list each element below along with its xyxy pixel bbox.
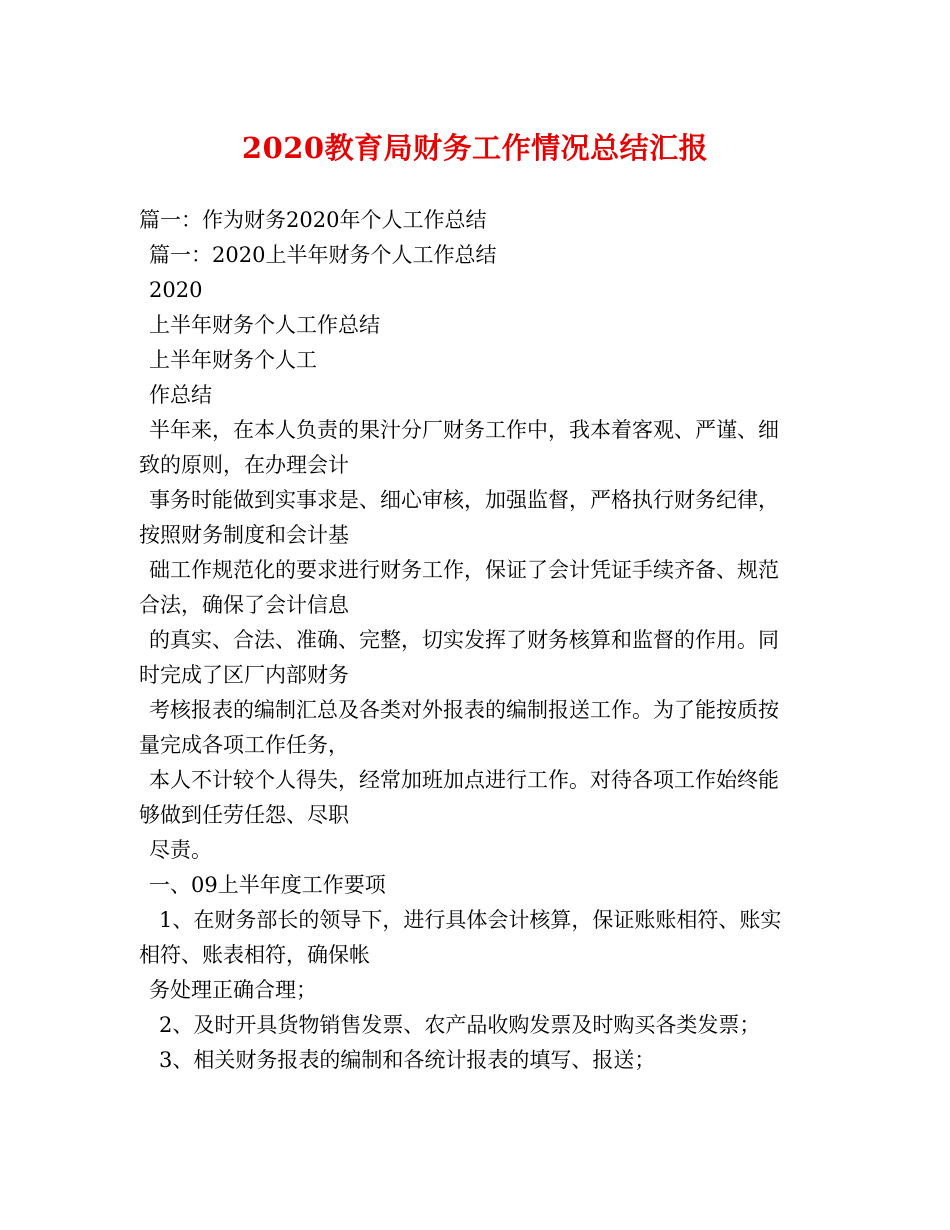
body-line: 2020 bbox=[149, 278, 203, 302]
document-body bbox=[139, 203, 819, 1078]
body-line: 本人不计较个人得失，经常加班加点进行工作。对待各项工作始终能 bbox=[149, 768, 779, 792]
body-line: 篇一：作为财务2020年个人工作总结 bbox=[139, 208, 487, 232]
body-line: 合法，确保了会计信息 bbox=[139, 593, 349, 617]
body-line: 篇一：2020上半年财务个人工作总结 bbox=[149, 243, 497, 267]
body-line: 够做到任劳任怨、尽职 bbox=[139, 803, 349, 827]
body-line: 一、09上半年度工作要项 bbox=[149, 873, 386, 897]
body-line: 上半年财务个人工作总结 bbox=[149, 313, 380, 337]
body-line: 考核报表的编制汇总及各类对外报表的编制报送工作。为了能按质按 bbox=[149, 698, 779, 722]
body-line: 础工作规范化的要求进行财务工作，保证了会计凭证手续齐备、规范 bbox=[149, 558, 779, 582]
body-line: 1、在财务部长的领导下，进行具体会计核算，保证账账相符、账实 bbox=[159, 908, 782, 932]
body-line: 相符、账表相符，确保帐 bbox=[139, 943, 370, 967]
body-line: 尽责。 bbox=[149, 838, 212, 862]
body-line: 的真实、合法、准确、完整，切实发挥了财务核算和监督的作用。同 bbox=[149, 628, 779, 652]
body-line: 半年来，在本人负责的果汁分厂财务工作中，我本着客观、严谨、细 bbox=[149, 418, 779, 442]
body-line: 事务时能做到实事求是、细心审核，加强监督，严格执行财务纪律， bbox=[149, 488, 779, 512]
body-line: 2、及时开具货物销售发票、农产品收购发票及时购买各类发票； bbox=[159, 1013, 761, 1037]
body-line: 致的原则，在办理会计 bbox=[139, 453, 349, 477]
body-line: 3、相关财务报表的编制和各统计报表的填写、报送； bbox=[159, 1048, 656, 1072]
body-line: 务处理正确合理； bbox=[149, 978, 317, 1002]
document-title: 2020教育局财务工作情况总结汇报 bbox=[241, 131, 709, 165]
body-line: 时完成了区厂内部财务 bbox=[139, 663, 349, 687]
body-line: 作总结 bbox=[149, 383, 212, 407]
body-line: 量完成各项工作任务， bbox=[139, 733, 349, 757]
body-line: 按照财务制度和会计基 bbox=[139, 523, 349, 547]
body-line: 上半年财务个人工 bbox=[149, 348, 317, 372]
